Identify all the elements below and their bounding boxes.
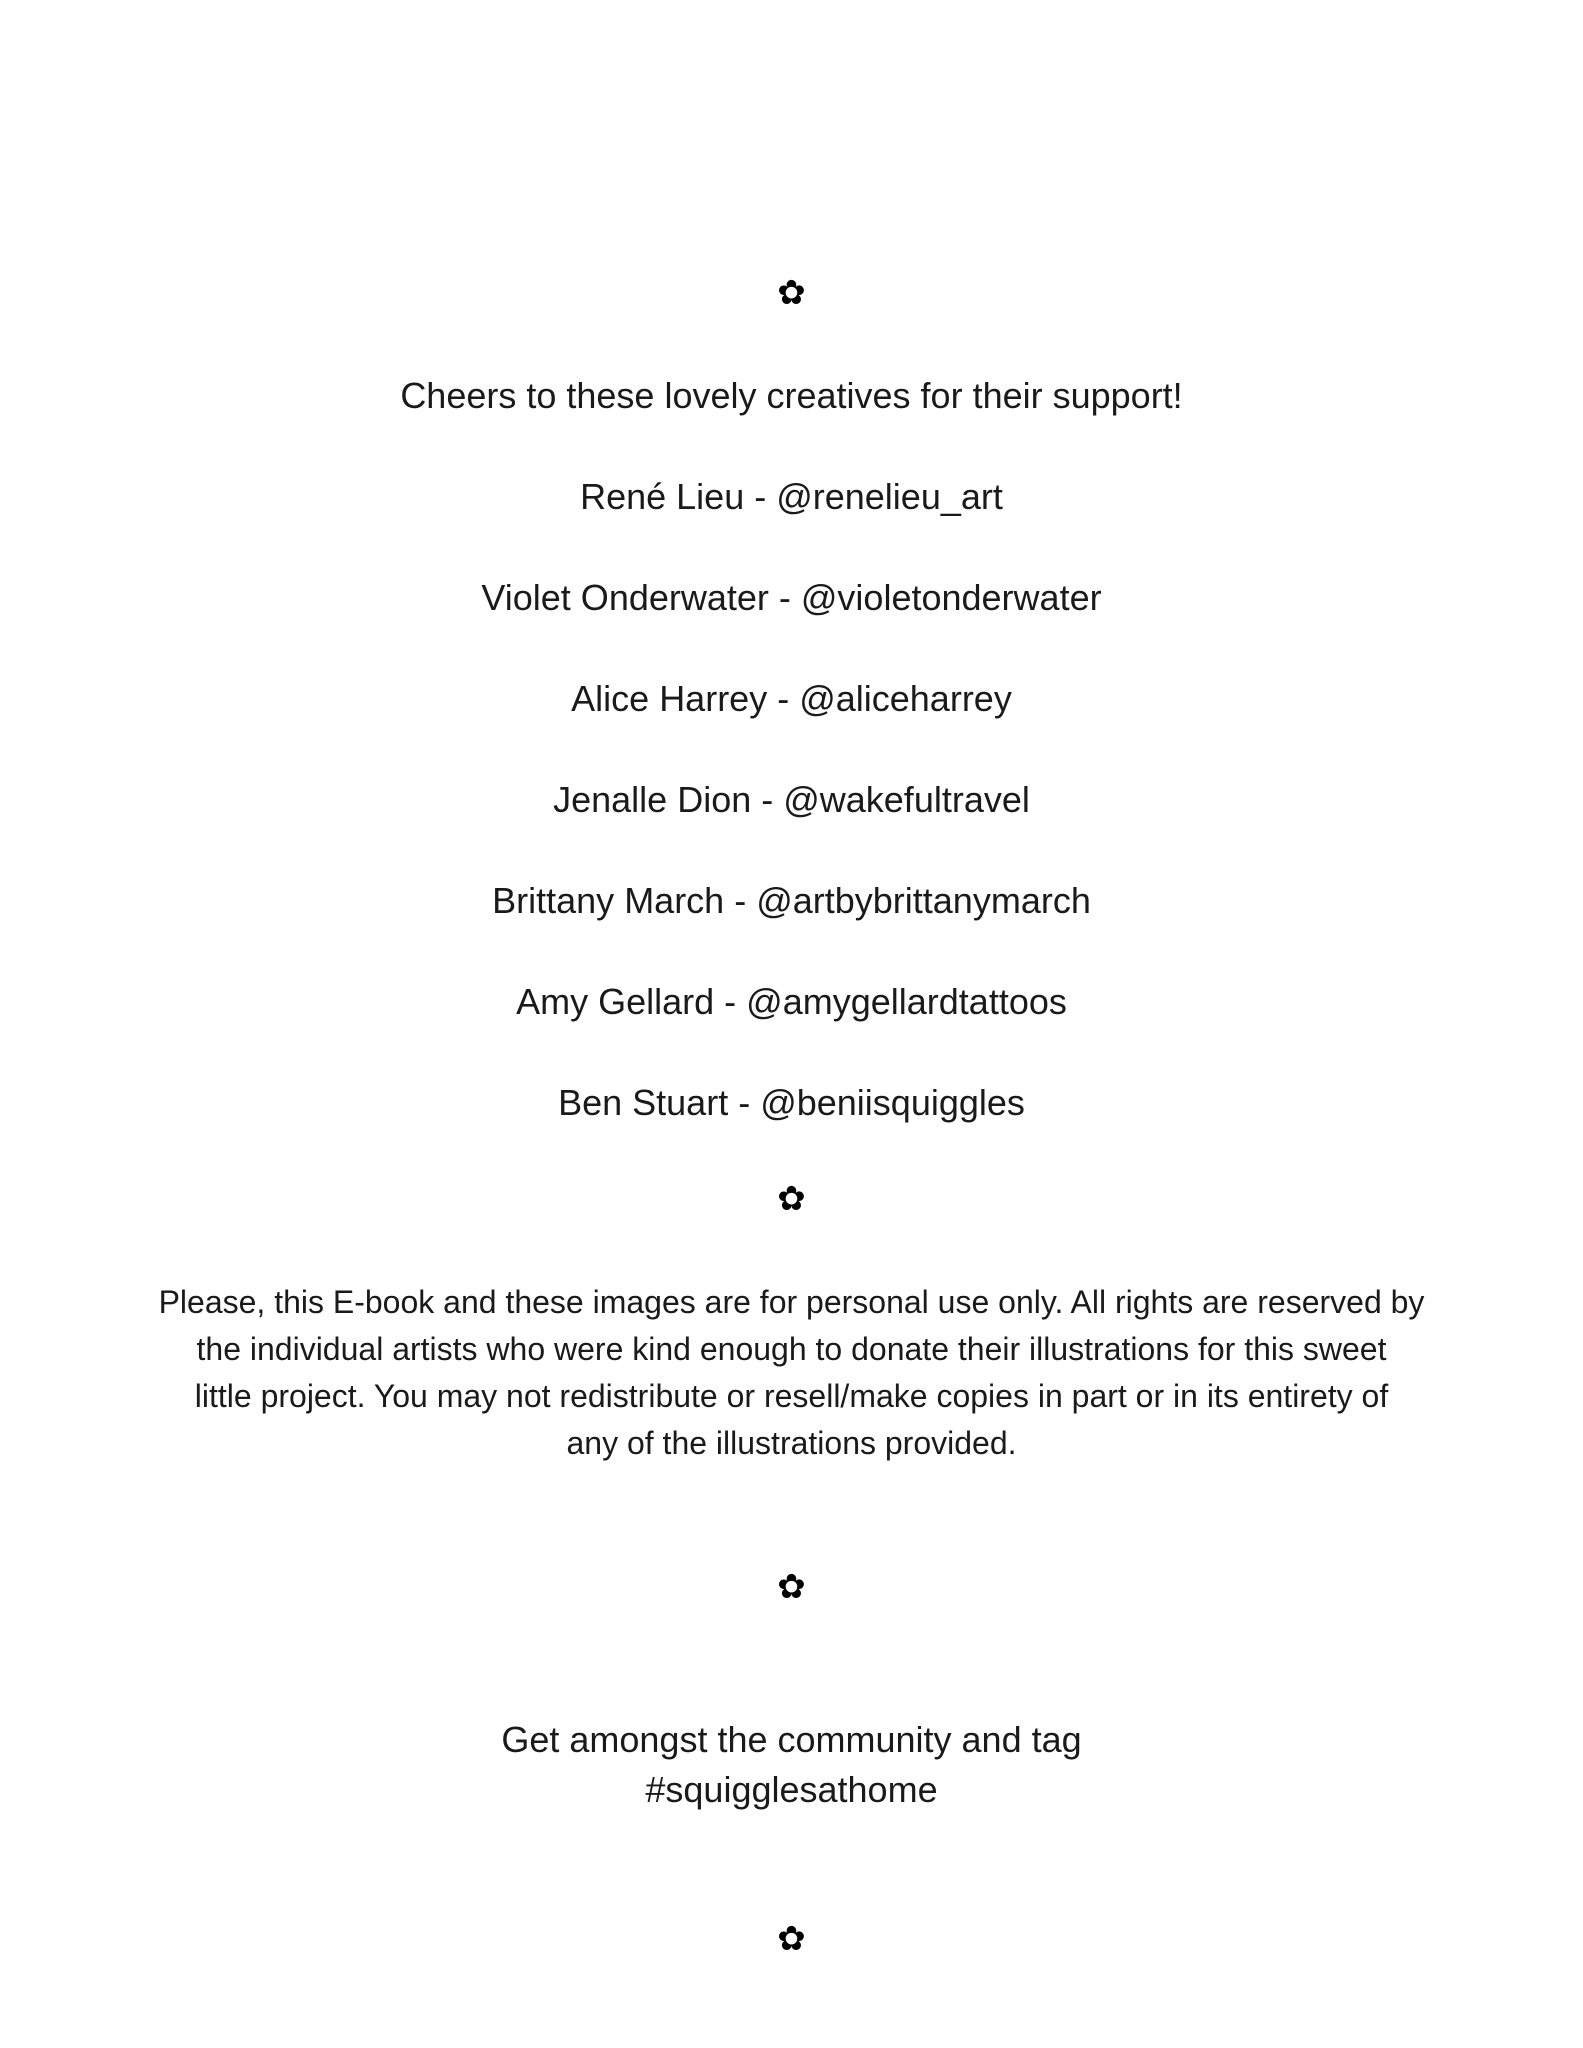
credit-line: Amy Gellard - @amygellardtattoos — [516, 981, 1067, 1022]
flower-icon: ✿ — [777, 1179, 806, 1219]
usage-notice-line: Please, this E-book and these images are for personal use only. All rights are reserved by — [158, 1284, 1425, 1320]
page-heading: Cheers to these lovely creatives for their support! — [400, 375, 1183, 416]
credit-line: René Lieu - @renelieu_art — [580, 476, 1003, 517]
credit-line: Brittany March - @artbybrittanymarch — [492, 880, 1091, 921]
community-text: Get amongst the community and tag — [501, 1719, 1082, 1760]
hashtag: #squigglesathome — [645, 1769, 938, 1810]
usage-notice-line: any of the illustrations provided. — [566, 1425, 1017, 1461]
credit-line: Jenalle Dion - @wakefultravel — [553, 779, 1030, 820]
community-callout — [0, 1715, 1583, 1815]
credit-line: Alice Harrey - @aliceharrey — [571, 678, 1012, 719]
usage-notice-line: the individual artists who were kind enough to donate their illustrations for this sweet — [196, 1331, 1387, 1367]
flower-icon: ✿ — [777, 1919, 806, 1959]
flower-icon: ✿ — [777, 1567, 806, 1607]
usage-notice-line: little project. You may not redistribute or resell/make copies in part or in its entirety of — [194, 1378, 1389, 1414]
usage-notice — [120, 1279, 1463, 1467]
credit-line: Violet Onderwater - @violetonderwater — [481, 577, 1102, 618]
credit-line: Ben Stuart - @beniisquiggles — [558, 1082, 1025, 1123]
flower-icon: ✿ — [777, 273, 806, 313]
